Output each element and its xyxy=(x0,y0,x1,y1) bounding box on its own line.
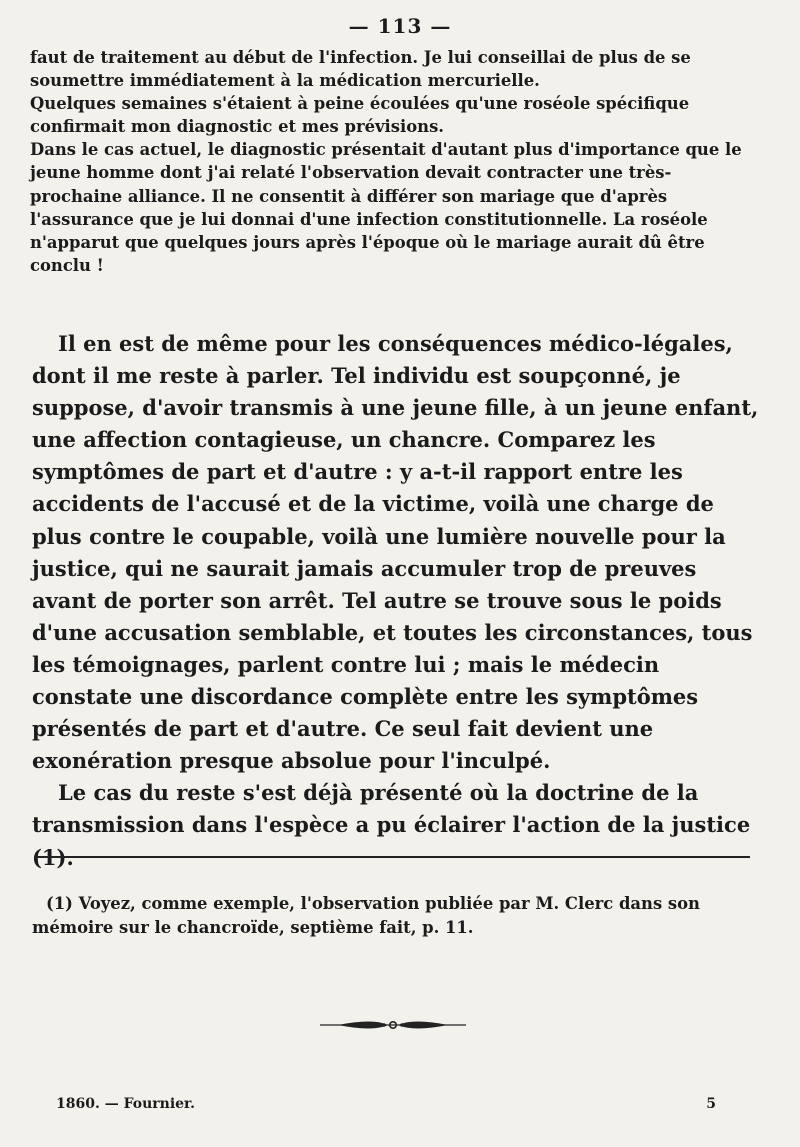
page-number: — 113 — xyxy=(348,14,452,38)
main-paragraph-2: Le cas du reste s'est déjà présenté où la doctrine de la transmission dans l'espèce a pu éclairer l'action de la justice (1). xyxy=(32,780,751,870)
main-paragraph-1: Il en est de même pour les conséquences médico-légales, dont il me reste à parler. Tel individu est soupçonné, je suppose, d'avoir transmis à une jeune fille, à un jeune enfant, une affection contagieuse, un chancre. Comparez les symptômes de part et d'autre : y a-t-il rapport entre les accidents de l'accusé et de la victime, voilà une charge de plus contre le coupable, voilà une lumière nouvelle pour la justice, qui ne saurait jamais accumuler trop de preuves avant de porter son arrêt. Tel autre se trouve sous le poids d'une accusation semblable, et toutes les circonstances, tous les témoignages, parlent contre lui ; mais le médecin constate une discordance complète entre les symptômes présentés de part et d'autre. Ce seul fait devient une exonération presque absolue pour l'inculpé. xyxy=(32,331,759,774)
small-paragraph-2: Quelques semaines s'étaient à peine écoulées qu'une roséole spécifique confirmait mon diagnostic et mes prévisions. xyxy=(30,94,690,137)
decorative-tailpiece-icon xyxy=(318,1014,468,1036)
footnote xyxy=(32,892,752,939)
printer-signature: 1860. — Fournier. xyxy=(56,1096,196,1112)
footnote-divider xyxy=(34,856,750,858)
main-text-block xyxy=(32,328,760,874)
small-paragraph-3: Dans le cas actuel, le diagnostic présentait d'autant plus d'importance que le jeune homme dont j'ai relaté l'observation devait contracter une très-prochaine alliance. Il ne consentit à différer son mariage que d'après l'assurance que je lui donnai d'une infection constitutionnelle. La roséole n'apparut que quelques jours après l'époque où le mariage aurait dû être conclu ! xyxy=(30,140,742,275)
footnote-text: (1) Voyez, comme exemple, l'observation publiée par M. Clerc dans son mémoire sur le chancroïde, septième fait, p. 11. xyxy=(32,894,700,937)
sheet-mark: 5 xyxy=(706,1096,716,1112)
small-paragraph-1: faut de traitement au début de l'infection. Je lui conseillai de plus de se soumettre immédiatement à la médication mercurielle. xyxy=(30,48,691,91)
small-text-block xyxy=(30,46,758,277)
